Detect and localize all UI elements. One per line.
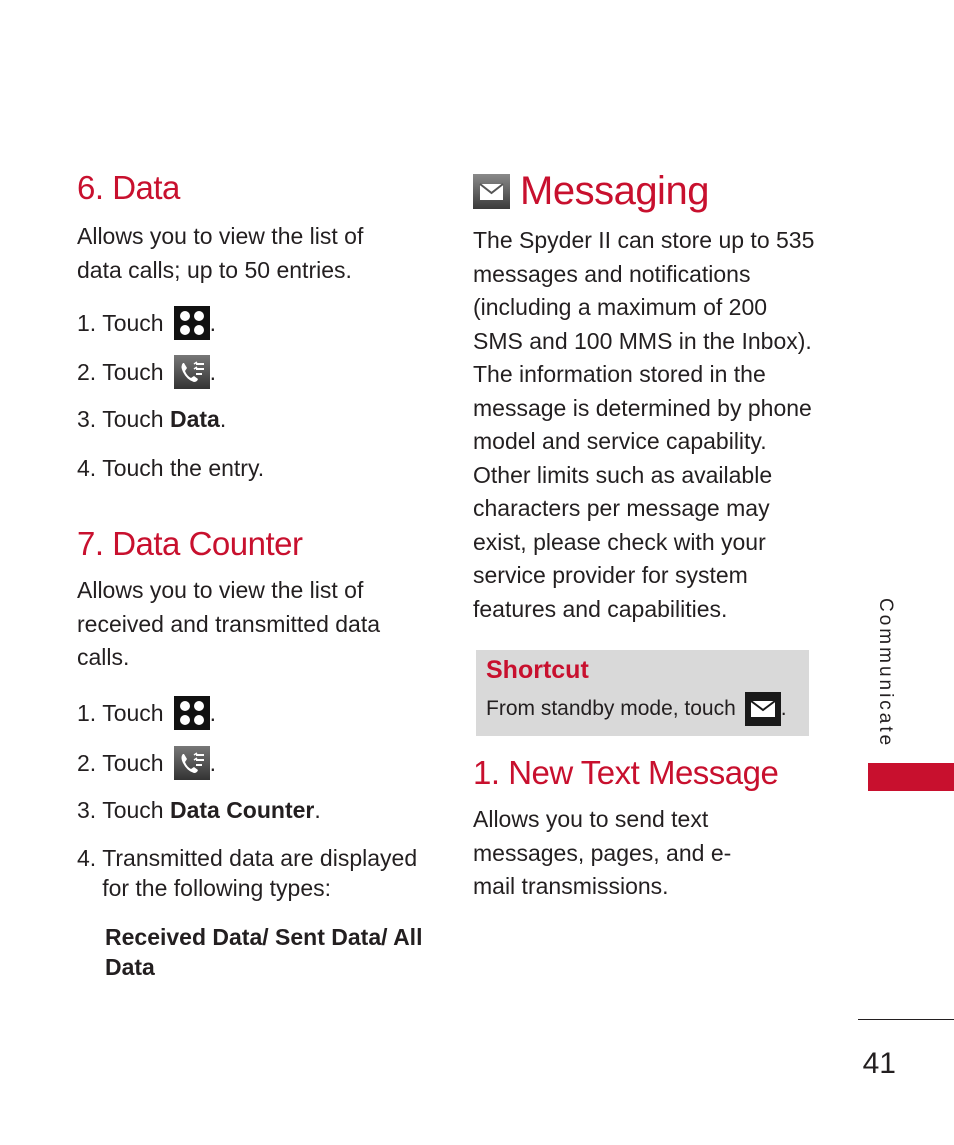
call-log-icon: [174, 355, 210, 389]
new-text-message-section: [473, 753, 823, 904]
shortcut-title: Shortcut: [486, 656, 589, 684]
envelope-icon: [745, 692, 781, 726]
data-intro: Allows you to view the list of data calls; up to 50 entries.: [77, 223, 364, 283]
envelope-icon: [473, 174, 510, 209]
data-step-2: 2. Touch .: [77, 354, 437, 390]
page-rule: [858, 1019, 954, 1020]
side-tab-bar: [868, 763, 954, 791]
left-column: [77, 168, 437, 982]
new-text-message-title: 1. New Text Message: [473, 754, 779, 791]
data-counter-step-2: 2. Touch .: [77, 745, 437, 781]
new-text-message-body: Allows you to send text messages, pages, and e-mail transmissions.: [473, 806, 732, 899]
data-counter-intro: Allows you to view the list of received and transmitted data calls.: [77, 577, 381, 670]
data-counter-step-4: 4. Transmitted data are displayed for the following types:: [77, 844, 418, 901]
section-title-data-counter: 7. Data Counter: [77, 525, 303, 562]
data-step-4: 4. Touch the entry.: [77, 455, 265, 481]
data-counter-step-3: 3. Touch Data Counter .: [77, 796, 321, 823]
menu-grid-icon: [174, 696, 210, 730]
messaging-heading: [473, 168, 823, 214]
data-counter-steps: [77, 695, 437, 982]
side-tab-label: Communicate: [875, 598, 896, 749]
data-types: Received Data/ Sent Data/ All Data: [105, 923, 423, 980]
data-step-1: 1. Touch .: [77, 305, 437, 341]
call-log-icon: [174, 746, 210, 780]
page-number: 41: [862, 1047, 896, 1080]
menu-grid-icon: [174, 306, 210, 340]
right-column: [473, 168, 823, 626]
shortcut-box: [476, 650, 809, 736]
data-step-3: 3. Touch Data .: [77, 406, 227, 432]
data-steps: [77, 305, 437, 484]
messaging-body: The Spyder II can store up to 535 messages and notifications (including a maximum of 200 SMS and 100 MMS in the Inbox). The information stored in the message is determined by phone model and service capability. Other limits such as available characters per message may exist, please check with your service provider for system features and capabilities.: [473, 227, 815, 622]
data-counter-step-1: 1. Touch .: [77, 695, 437, 731]
section-title-data: 6. Data: [77, 169, 180, 206]
shortcut-text: From standby mode, touch .: [486, 692, 787, 726]
messaging-title: Messaging: [520, 169, 709, 213]
